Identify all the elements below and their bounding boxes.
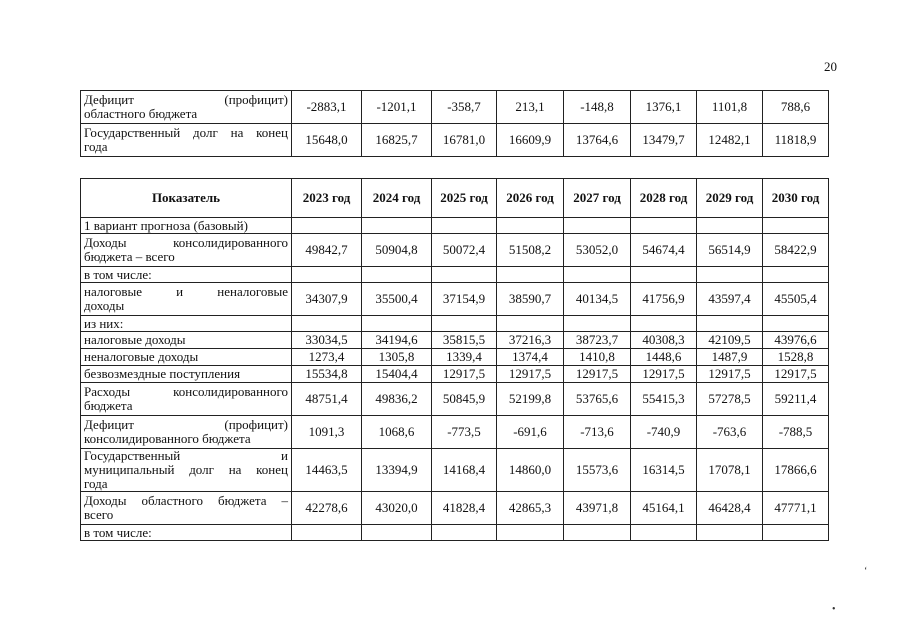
value-cell: 35815,5 [432,332,497,349]
value-cell [763,316,829,332]
value-cell: 1528,8 [763,349,829,366]
value-cell: 51508,2 [497,234,564,267]
row-label-line: консолидированного бюджета [84,431,251,446]
row-label [81,332,292,349]
table-row [81,267,829,283]
value-cell: 14463,5 [292,449,362,492]
value-cell [362,316,432,332]
year-header: 2029 год [697,179,763,218]
year-header: 2027 год [564,179,631,218]
value-cell: 15573,6 [564,449,631,492]
value-cell: -358,7 [432,91,497,124]
table-row [81,124,829,157]
year-header: 2030 год [763,179,829,218]
value-cell [292,218,362,234]
row-label-line: неналоговые доходы [84,349,199,364]
value-cell: 15648,0 [292,124,362,157]
value-cell [497,525,564,541]
value-cell [631,525,697,541]
row-label [81,416,292,449]
row-label-line: Дефицит (профицит) [84,92,288,107]
value-cell: 53765,6 [564,383,631,416]
table-row [81,525,829,541]
value-cell: 58422,9 [763,234,829,267]
value-cell: -788,5 [763,416,829,449]
value-cell [697,316,763,332]
value-cell: 16825,7 [362,124,432,157]
row-label-line: Доходы областного бюджета – [84,493,288,508]
value-cell: 45164,1 [631,492,697,525]
value-cell [362,267,432,283]
value-cell: 213,1 [497,91,564,124]
value-cell [497,316,564,332]
row-label-line: Дефицит (профицит) [84,417,288,432]
value-cell: 13764,6 [564,124,631,157]
value-cell: 1068,6 [362,416,432,449]
row-label-line: бюджета – всего [84,249,175,264]
value-cell: 59211,4 [763,383,829,416]
value-cell [763,218,829,234]
value-cell: 13394,9 [362,449,432,492]
top-table [80,90,829,157]
year-header: 2026 год [497,179,564,218]
value-cell [362,218,432,234]
value-cell: 46428,4 [697,492,763,525]
value-cell [631,218,697,234]
value-cell: 50072,4 [432,234,497,267]
value-cell: -773,5 [432,416,497,449]
value-cell: 47771,1 [763,492,829,525]
value-cell [432,316,497,332]
row-label [81,449,292,492]
value-cell: 1487,9 [697,349,763,366]
value-cell: 53052,0 [564,234,631,267]
value-cell [564,525,631,541]
row-label-line: бюджета [84,398,133,413]
value-cell: 41756,9 [631,283,697,316]
value-cell: 1448,6 [631,349,697,366]
table-row [81,332,829,349]
value-cell: 43597,4 [697,283,763,316]
row-label [81,492,292,525]
value-cell: 40308,3 [631,332,697,349]
value-cell: 17078,1 [697,449,763,492]
value-cell: 50845,9 [432,383,497,416]
table-row [81,492,829,525]
table-row [81,416,829,449]
value-cell: -740,9 [631,416,697,449]
row-label-line: муниципальный долг на конец [84,462,288,477]
scan-mark: ‘ [864,566,868,577]
value-cell: -691,6 [497,416,564,449]
table-row [81,349,829,366]
row-label-line: Доходы консолидированного [84,235,288,250]
value-cell: 12917,5 [697,366,763,383]
header-label: Показатель [81,179,292,218]
value-cell: -2883,1 [292,91,362,124]
value-cell [497,267,564,283]
year-header: 2024 год [362,179,432,218]
value-cell: 43020,0 [362,492,432,525]
row-label-line: года [84,139,108,154]
value-cell: 34194,6 [362,332,432,349]
value-cell [564,218,631,234]
row-label-line: безвозмездные поступления [84,366,241,381]
row-label [81,383,292,416]
value-cell: 45505,4 [763,283,829,316]
value-cell: 55415,3 [631,383,697,416]
value-cell: 12917,5 [763,366,829,383]
row-label [81,267,292,283]
value-cell: 38723,7 [564,332,631,349]
value-cell [564,267,631,283]
value-cell: 11818,9 [763,124,829,157]
value-cell: 12917,5 [564,366,631,383]
value-cell: 16314,5 [631,449,697,492]
value-cell: 12917,5 [497,366,564,383]
value-cell [697,267,763,283]
row-label-line: налоговые доходы [84,332,186,347]
value-cell: 42278,6 [292,492,362,525]
value-cell: -1201,1 [362,91,432,124]
row-label-line: года [84,476,108,491]
value-cell: 1410,8 [564,349,631,366]
value-cell: 12917,5 [631,366,697,383]
value-cell: 49836,2 [362,383,432,416]
value-cell [292,525,362,541]
value-cell [631,316,697,332]
value-cell: 1273,4 [292,349,362,366]
value-cell [763,267,829,283]
row-label-line: Государственный долг на конец [84,125,288,140]
value-cell: 1091,3 [292,416,362,449]
table-row [81,366,829,383]
value-cell: 49842,7 [292,234,362,267]
table-row [81,316,829,332]
value-cell: 42109,5 [697,332,763,349]
value-cell: 48751,4 [292,383,362,416]
page-number: 20 [824,59,837,74]
scan-mark: • [832,604,836,615]
header-row [81,179,829,218]
row-label [81,366,292,383]
row-label [81,349,292,366]
table-row [81,218,829,234]
row-label-line: всего [84,507,114,522]
value-cell: 56514,9 [697,234,763,267]
row-label [81,91,292,124]
value-cell: 14168,4 [432,449,497,492]
value-cell [697,525,763,541]
value-cell: -763,6 [697,416,763,449]
row-label [81,234,292,267]
value-cell [631,267,697,283]
value-cell: 33034,5 [292,332,362,349]
table-row [81,283,829,316]
value-cell: 42865,3 [497,492,564,525]
value-cell [697,218,763,234]
table-row [81,91,829,124]
value-cell: -148,8 [564,91,631,124]
value-cell: 16781,0 [432,124,497,157]
row-label [81,316,292,332]
value-cell: 40134,5 [564,283,631,316]
row-label-line: налоговые и неналоговые [84,284,288,299]
table-row [81,383,829,416]
value-cell: 17866,6 [763,449,829,492]
value-cell: 1101,8 [697,91,763,124]
year-header: 2023 год [292,179,362,218]
value-cell [432,267,497,283]
value-cell: 1305,8 [362,349,432,366]
value-cell [564,316,631,332]
value-cell [763,525,829,541]
row-label-line: в том числе: [84,524,152,540]
value-cell: 15404,4 [362,366,432,383]
value-cell: 43971,8 [564,492,631,525]
row-label [81,124,292,157]
value-cell [432,525,497,541]
value-cell: 16609,9 [497,124,564,157]
value-cell: 52199,8 [497,383,564,416]
value-cell: 57278,5 [697,383,763,416]
row-label-line: Расходы консолидированного [84,384,288,399]
row-label-line: в том числе: [84,266,152,282]
table-row [81,449,829,492]
table-row [81,234,829,267]
value-cell [292,267,362,283]
value-cell: 50904,8 [362,234,432,267]
value-cell: 1374,4 [497,349,564,366]
row-label [81,283,292,316]
row-label-line: областного бюджета [84,106,198,121]
value-cell: 15534,8 [292,366,362,383]
value-cell: 788,6 [763,91,829,124]
value-cell: -713,6 [564,416,631,449]
value-cell [432,218,497,234]
row-label-line: доходы [84,298,125,313]
value-cell: 43976,6 [763,332,829,349]
value-cell: 38590,7 [497,283,564,316]
row-label-line: Государственный и [84,448,288,463]
main-table [80,178,829,541]
value-cell: 34307,9 [292,283,362,316]
row-label-line: из них: [84,315,124,331]
value-cell: 37154,9 [432,283,497,316]
value-cell: 14860,0 [497,449,564,492]
value-cell: 54674,4 [631,234,697,267]
value-cell: 35500,4 [362,283,432,316]
value-cell: 12917,5 [432,366,497,383]
value-cell: 1339,4 [432,349,497,366]
row-label [81,218,292,234]
value-cell [497,218,564,234]
value-cell [292,316,362,332]
value-cell: 41828,4 [432,492,497,525]
value-cell: 37216,3 [497,332,564,349]
value-cell: 12482,1 [697,124,763,157]
year-header: 2025 год [432,179,497,218]
row-label-line: 1 вариант прогноза (базовый) [84,217,248,233]
value-cell: 13479,7 [631,124,697,157]
year-header: 2028 год [631,179,697,218]
row-label [81,525,292,541]
value-cell [362,525,432,541]
value-cell: 1376,1 [631,91,697,124]
